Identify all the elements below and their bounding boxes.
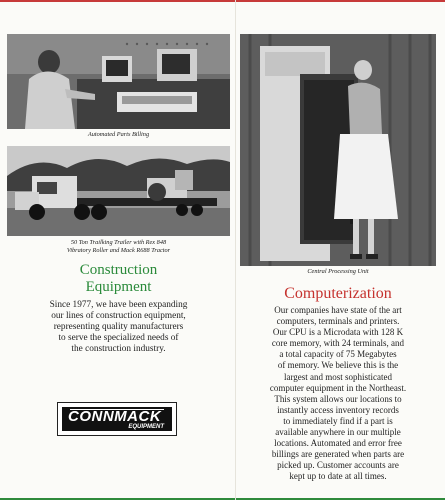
caption-trailer-line1: 50 Ton Trailking Trailer with Rex 848 (70, 239, 167, 246)
photo-cpu (240, 34, 436, 266)
logo-wordmark: CONNMACK (68, 408, 162, 425)
construction-line: our lines of construction equipment, (51, 311, 186, 321)
computerization-line: computer equipment in the Northeast. (269, 382, 407, 393)
computerization-line: picked up. Customer accounts are (277, 460, 399, 471)
heading-construction-line2: Equipment (85, 279, 152, 295)
computerization-body (240, 305, 436, 483)
connmack-logo (57, 402, 177, 436)
photo-parts-billing (7, 34, 230, 129)
logo-subtitle: EQUIPMENT (128, 424, 164, 430)
computerization-line: Our CPU is a Microdata with 128 K (272, 327, 404, 338)
computerization-line: This system allows our locations to (274, 393, 402, 404)
caption-cpu: Central Processing Unit (307, 268, 369, 275)
computerization-line: of memory. We believe this is the (277, 360, 399, 371)
computerization-line: kept up to date at all times. (289, 471, 387, 482)
construction-line: the construction industry. (71, 344, 166, 354)
computerization-line: available anywhere in our multiple (275, 427, 401, 438)
heading-computerization: Computerization (284, 285, 392, 302)
caption-trailer-line2: Vibratory Roller and Mack R688 Tractor (66, 246, 171, 254)
computerization-line: billings are generated when parts are (271, 449, 405, 460)
panel-fold-line (235, 0, 236, 500)
photo-trailer-tractor (7, 146, 230, 236)
computerization-line: locations. Automated and error free (274, 438, 402, 449)
construction-body (7, 300, 230, 355)
construction-line: representing quality manufacturers (53, 322, 184, 332)
computerization-line: core memory, with 24 terminals, and (271, 338, 405, 349)
construction-line: to serve the specialized needs of (58, 333, 179, 343)
computerization-line: to immediately find if a part is (283, 415, 393, 426)
computerization-line: largest and most sophisticated (283, 371, 393, 382)
heading-construction-line1: Construction (79, 262, 158, 278)
computerization-line: a total capacity of 75 Megabytes (279, 349, 397, 360)
computerization-line: Our companies have state of the art (274, 305, 402, 315)
computerization-line: instantly access inventory records (277, 404, 399, 415)
caption-parts-billing: Automated Parts Billing (87, 131, 150, 138)
caption-trailer-tractor (7, 239, 230, 254)
computerization-line: computers, terminals and printers. (276, 316, 400, 327)
heading-construction-equipment (7, 262, 230, 296)
construction-line: Since 1977, we have been expanding (49, 300, 188, 310)
